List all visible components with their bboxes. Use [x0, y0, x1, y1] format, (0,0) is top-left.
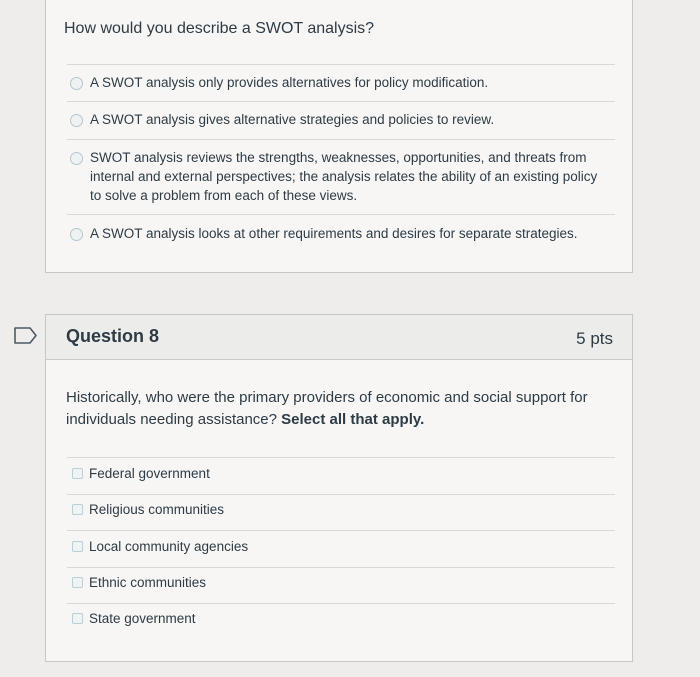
question-8-card [45, 314, 633, 662]
question-7-prompt: How would you describe a SWOT analysis? [64, 20, 375, 37]
divider [67, 530, 615, 531]
answer-option-label: A SWOT analysis gives alternative strategies and policies to review. [90, 112, 495, 127]
checkbox[interactable] [72, 577, 83, 588]
question-points: 5 pts [576, 329, 613, 348]
divider [67, 101, 615, 102]
radio-button[interactable] [70, 114, 83, 127]
bookmark-flag-icon[interactable] [14, 327, 38, 344]
checkbox-option-1[interactable] [72, 466, 210, 481]
question-header [46, 315, 632, 360]
checkbox-label: Religious communities [89, 502, 225, 517]
question-8-prompt [66, 387, 614, 431]
checkbox-option-5[interactable] [72, 611, 196, 626]
divider [67, 64, 615, 65]
checkbox-option-2[interactable] [72, 502, 224, 517]
divider [67, 139, 615, 140]
checkbox-label: State government [89, 611, 196, 626]
answer-option-4[interactable] [70, 224, 605, 243]
divider [67, 457, 615, 458]
divider [67, 214, 615, 215]
divider [67, 567, 615, 568]
question-text: Historically, who were the primary providers of economic and social support for individuals needing assistance? [66, 389, 588, 428]
checkbox[interactable] [72, 613, 83, 624]
answer-option-2[interactable] [70, 110, 605, 129]
checkbox-option-4[interactable] [72, 575, 206, 590]
question-instruction: Select all that apply. [281, 411, 425, 428]
question-title: Question 8 [66, 326, 160, 346]
answer-option-1[interactable] [70, 73, 605, 92]
checkbox[interactable] [72, 541, 83, 552]
checkbox-label: Local community agencies [89, 539, 249, 554]
answer-option-label: A SWOT analysis looks at other requirements and desires for separate strategies. [90, 226, 578, 241]
answer-option-label: A SWOT analysis only provides alternatives for policy modification. [90, 75, 489, 90]
checkbox-option-3[interactable] [72, 539, 248, 554]
checkbox[interactable] [72, 504, 83, 515]
divider [67, 494, 615, 495]
radio-button[interactable] [70, 152, 83, 165]
answer-option-3[interactable] [70, 148, 605, 205]
question-7-card [45, 0, 633, 273]
checkbox-label: Federal government [89, 466, 210, 481]
radio-button[interactable] [70, 77, 83, 90]
divider [67, 603, 615, 604]
checkbox[interactable] [72, 468, 83, 479]
checkbox-label: Ethnic communities [89, 575, 207, 590]
radio-button[interactable] [70, 228, 83, 241]
answer-option-label: SWOT analysis reviews the strengths, weaknesses, opportunities, and threats from internal and external perspectives; the analysis relates the ability of an existing policy to solve a problem from each of these views. [90, 150, 598, 203]
